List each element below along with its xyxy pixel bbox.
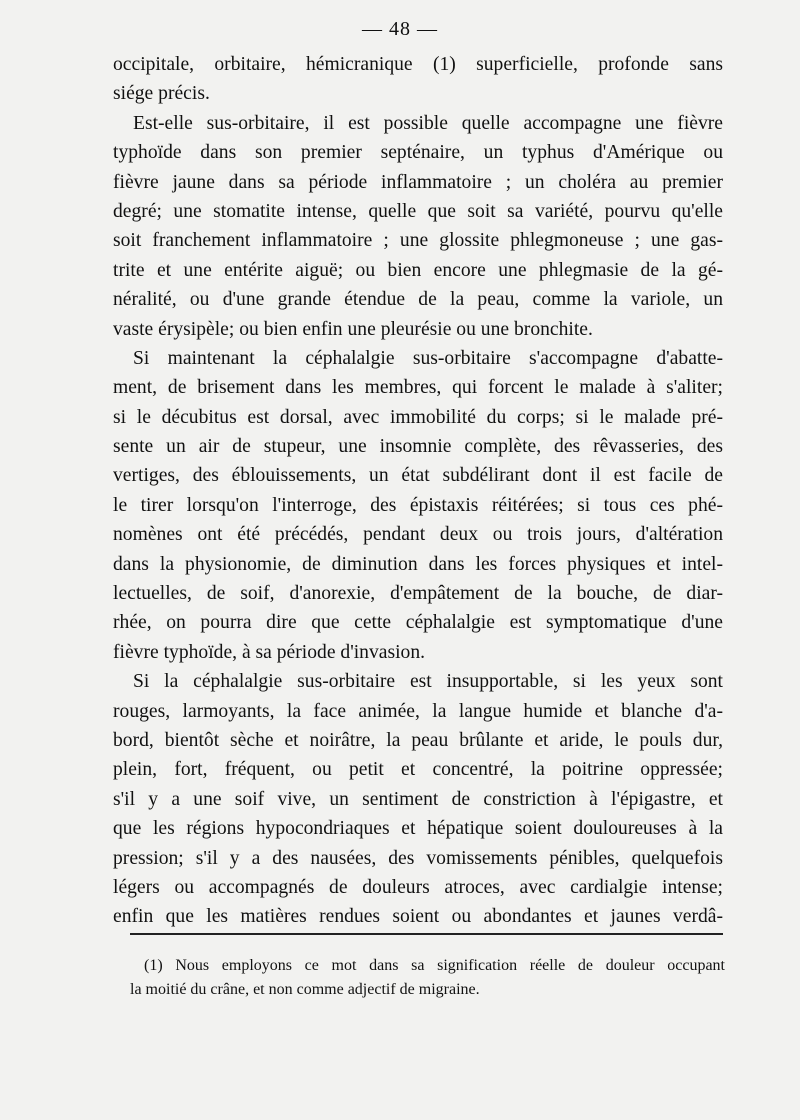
body-text — [113, 50, 723, 932]
text-line: trite et une entérite aiguë; ou bien encore une phlegmasie de la gé- — [113, 259, 723, 281]
text-line: le tirer lorsqu'on l'interroge, des épistaxis réitérées; si tous ces phé- — [113, 494, 723, 516]
text-line: fièvre typhoïde, à sa période d'invasion. — [113, 641, 426, 663]
text-line: siége précis. — [113, 83, 210, 105]
text-line: rhée, on pourra dire que cette céphalalgie est symptomatique d'une — [113, 612, 723, 634]
text-line: sente un air de stupeur, une insomnie complète, des rêvasseries, des — [113, 436, 723, 458]
text-line: Si la céphalalgie sus-orbitaire est insupportable, si les yeux sont — [133, 671, 723, 693]
footnote-divider — [130, 933, 723, 935]
text-line: s'il y a une soif vive, un sentiment de constriction à l'épigastre, et — [113, 788, 723, 810]
text-line: degré; une stomatite intense, quelle que soit sa variété, pourvu qu'elle — [113, 200, 723, 222]
text-line: Si maintenant la céphalalgie sus-orbitaire s'accompagne d'abatte- — [133, 347, 723, 369]
text-line: pression; s'il y a des nausées, des vomissements pénibles, quelquefois — [113, 847, 723, 869]
text-line: Est-elle sus-orbitaire, il est possible quelle accompagne une fièvre — [133, 112, 723, 134]
text-line: fièvre jaune dans sa période inflammatoire ; un choléra au premier — [113, 171, 723, 193]
text-line: nomènes ont été précédés, pendant deux ou trois jours, d'altération — [113, 524, 723, 546]
footnote-line: la moitié du crâne, et non comme adjectif de migraine. — [130, 981, 480, 998]
text-line: vaste érysipèle; ou bien enfin une pleurésie ou une bronchite. — [113, 318, 593, 340]
text-line: typhoïde dans son premier septénaire, un typhus d'Amérique ou — [113, 142, 723, 164]
text-line: rouges, larmoyants, la face animée, la langue humide et blanche d'a- — [113, 700, 723, 722]
text-line: lectuelles, de soif, d'anorexie, d'empâtement de la bouche, de diar- — [113, 583, 723, 605]
footnote-line: (1) Nous employons ce mot dans sa signification réelle de douleur occupant — [144, 957, 725, 974]
footnote — [130, 954, 725, 1002]
text-line: soit franchement inflammatoire ; une glossite phlegmoneuse ; une gas- — [113, 230, 723, 252]
text-line: occipitale, orbitaire, hémicranique (1) superficielle, profonde sans — [113, 54, 723, 75]
text-line: plein, fort, fréquent, ou petit et concentré, la poitrine oppressée; — [113, 759, 723, 781]
page-number: — 48 — — [362, 18, 438, 40]
text-line: si le décubitus est dorsal, avec immobilité du corps; si le malade pré- — [113, 406, 723, 428]
text-line: bord, bientôt sèche et noirâtre, la peau brûlante et aride, le pouls dur, — [113, 729, 723, 751]
text-line: néralité, ou d'une grande étendue de la peau, comme la variole, un — [113, 289, 723, 311]
text-line: que les régions hypocondriaques et hépatique soient douloureuses à la — [113, 818, 723, 840]
text-line: dans la physionomie, de diminution dans les forces physiques et intel- — [113, 553, 723, 575]
text-line: légers ou accompagnés de douleurs atroces, avec cardialgie intense; — [113, 876, 723, 898]
text-line: ment, de brisement dans les membres, qui forcent le malade à s'aliter; — [113, 377, 723, 399]
text-line: vertiges, des éblouissements, un état subdélirant dont il est facile de — [113, 465, 723, 487]
text-line: enfin que les matières rendues soient ou abondantes et jaunes verdâ- — [113, 906, 723, 928]
